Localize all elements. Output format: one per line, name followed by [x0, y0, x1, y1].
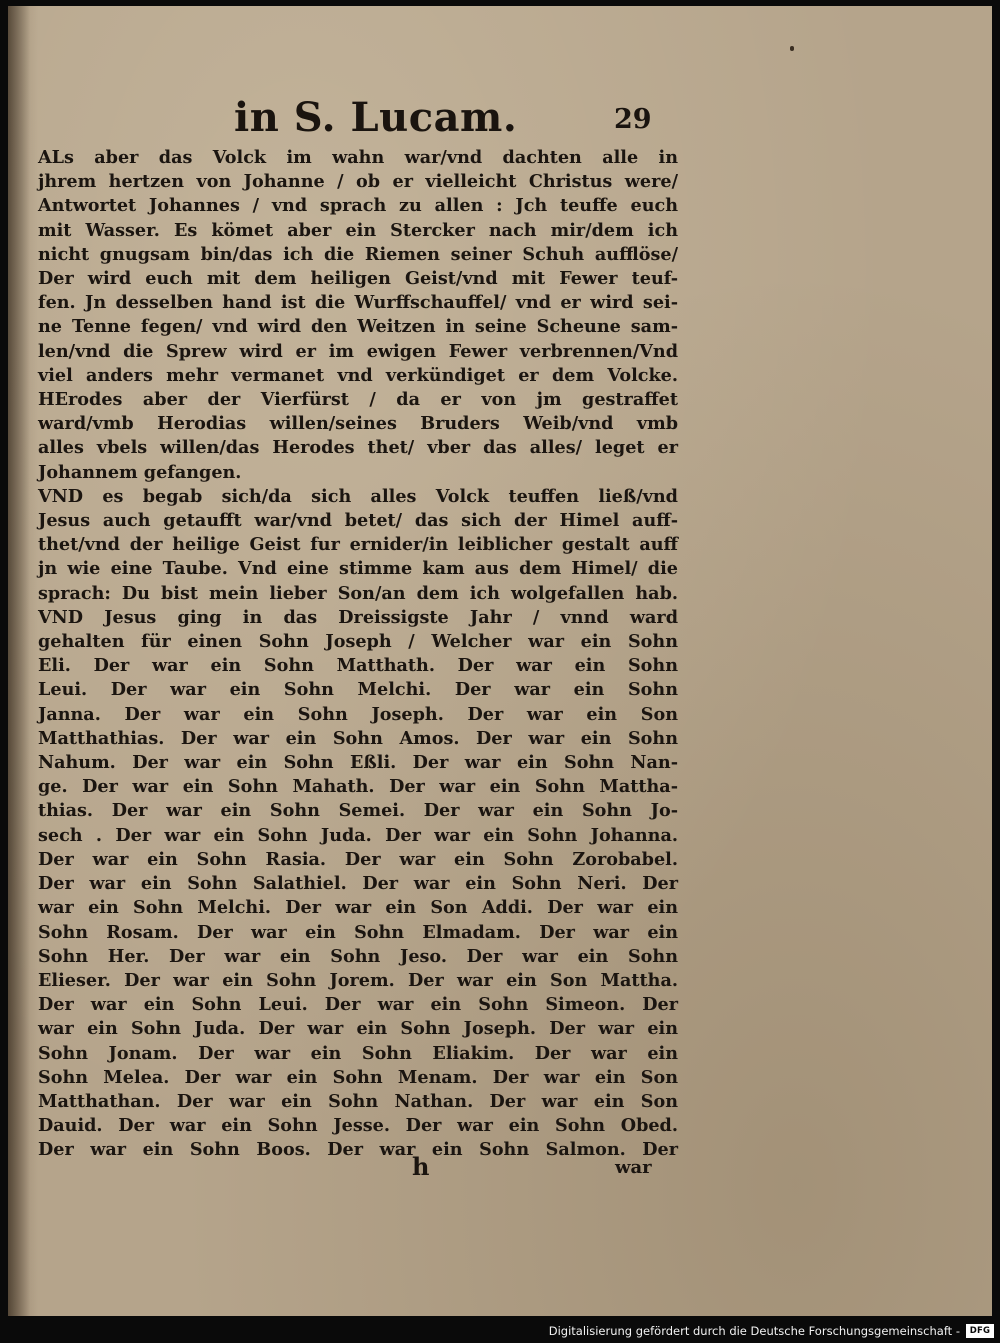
- text-line: Der wird euch mit dem heiligen Geist/vnd mit Fewer teuf-: [38, 268, 678, 290]
- text-line: Eli. Der war ein Sohn Matthath. Der war ein Sohn: [38, 655, 678, 677]
- text-line: Jesus auch getaufft war/vnd betet/ das sich der Himel auff-: [38, 510, 678, 532]
- text-line: Sohn Melea. Der war ein Sohn Menam. Der war ein Son: [38, 1066, 678, 1088]
- text-line: jn wie eine Taube. Vnd eine stimme kam aus dem Himel/ die: [38, 558, 678, 580]
- text-line: ne Tenne fegen/ vnd wird den Weitzen in seine Scheune sam-: [38, 316, 678, 338]
- text-line: fen. Jn desselben hand ist die Wurffschauffel/ vnd er wird sei-: [38, 292, 678, 314]
- text-line: Sohn Rosam. Der war ein Sohn Elmadam. Der war ein: [38, 921, 678, 943]
- dfg-logo-icon: DFG: [966, 1324, 994, 1338]
- signature-mark: h: [412, 1152, 430, 1181]
- text-line: alles vbels willen/das Herodes thet/ vber das alles/ leget er: [38, 437, 678, 459]
- text-line: Elieser. Der war ein Sohn Jorem. Der war ein Son Mattha.: [38, 969, 678, 991]
- text-line: Nahum. Der war ein Sohn Eßli. Der war ein Sohn Nan-: [38, 752, 678, 774]
- text-line: sech . Der war ein Sohn Juda. Der war ein Sohn Johanna.: [38, 824, 678, 846]
- text-line: VND Jesus ging in das Dreissigste Jahr / vnnd ward: [38, 606, 678, 628]
- text-line: Der war ein Sohn Leui. Der war ein Sohn Simeon. Der: [38, 994, 678, 1016]
- text-line: Sohn Her. Der war ein Sohn Jeso. Der war ein Sohn: [38, 945, 678, 967]
- text-line: sprach: Du bist mein lieber Son/an dem ich wolgefallen hab.: [38, 582, 678, 604]
- text-line: Antwortet Johannes / vnd sprach zu allen : Jch teuffe euch: [38, 195, 678, 217]
- text-line: Der war ein Sohn Boos. Der war ein Sohn Salmon. Der: [38, 1139, 678, 1161]
- text-line: len/vnd die Sprew wird er im ewigen Fewer verbrennen/Vnd: [38, 340, 678, 362]
- text-line: mit Wasser. Es kömet aber ein Stercker nach mir/dem ich: [38, 219, 678, 241]
- funding-credit: Digitalisierung gefördert durch die Deutsche Forschungsgemeinschaft -: [548, 1324, 960, 1338]
- text-line: thias. Der war ein Sohn Semei. Der war ein Sohn Jo-: [38, 800, 678, 822]
- text-line: Johannem gefangen.: [38, 461, 242, 483]
- text-line: ward/vmb Herodias willen/seines Bruders Weib/vnd vmb: [38, 413, 678, 435]
- text-line: ge. Der war ein Sohn Mahath. Der war ein Sohn Mattha-: [38, 776, 678, 798]
- text-line: Dauid. Der war ein Sohn Jesse. Der war ein Sohn Obed.: [38, 1115, 678, 1137]
- text-line: Matthathan. Der war ein Sohn Nathan. Der war ein Son: [38, 1090, 678, 1112]
- text-line: Der war ein Sohn Salathiel. Der war ein Sohn Neri. Der: [38, 873, 678, 895]
- running-title: in S. Lucam.: [234, 94, 518, 141]
- running-head: [8, 94, 992, 154]
- text-line: Janna. Der war ein Sohn Joseph. Der war ein Son: [38, 703, 678, 725]
- page-number: 29: [614, 104, 652, 135]
- spine-shadow: [8, 6, 30, 1316]
- text-line: Der war ein Sohn Rasia. Der war ein Sohn Zorobabel.: [38, 848, 678, 870]
- footer-bar: [0, 1320, 1000, 1343]
- text-line: Sohn Jonam. Der war ein Sohn Eliakim. Der war ein: [38, 1042, 678, 1064]
- text-line: nicht gnugsam bin/das ich die Riemen seiner Schuh aufflöse/: [38, 243, 678, 265]
- text-line: gehalten für einen Sohn Joseph / Welcher war ein Sohn: [38, 631, 678, 653]
- text-line: Leui. Der war ein Sohn Melchi. Der war ein Sohn: [38, 679, 678, 701]
- text-line: viel anders mehr vermanet vnd verkündiget er dem Volcke.: [38, 364, 678, 386]
- text-line: HErodes aber der Vierfürst / da er von jm gestraffet: [38, 389, 678, 411]
- catchword: war: [615, 1157, 652, 1178]
- text-line: thet/vnd der heilige Geist fur ernider/in leiblicher gestalt auff: [38, 534, 678, 556]
- text-line: jhrem hertzen von Johanne / ob er vielleicht Christus were/: [38, 171, 678, 193]
- text-line: ALs aber das Volck im wahn war/vnd dachten alle in: [38, 147, 678, 168]
- book-page: [8, 6, 992, 1316]
- paper-speck: [790, 46, 794, 51]
- text-line: Matthathias. Der war ein Sohn Amos. Der war ein Sohn: [38, 727, 678, 749]
- text-line: VND es begab sich/da sich alles Volck teuffen ließ/vnd: [38, 485, 678, 507]
- body-text: [38, 146, 678, 1163]
- text-line: war ein Sohn Juda. Der war ein Sohn Joseph. Der war ein: [38, 1018, 678, 1040]
- page-footer-marks: [8, 1152, 992, 1192]
- text-line: war ein Sohn Melchi. Der war ein Son Addi. Der war ein: [38, 897, 678, 919]
